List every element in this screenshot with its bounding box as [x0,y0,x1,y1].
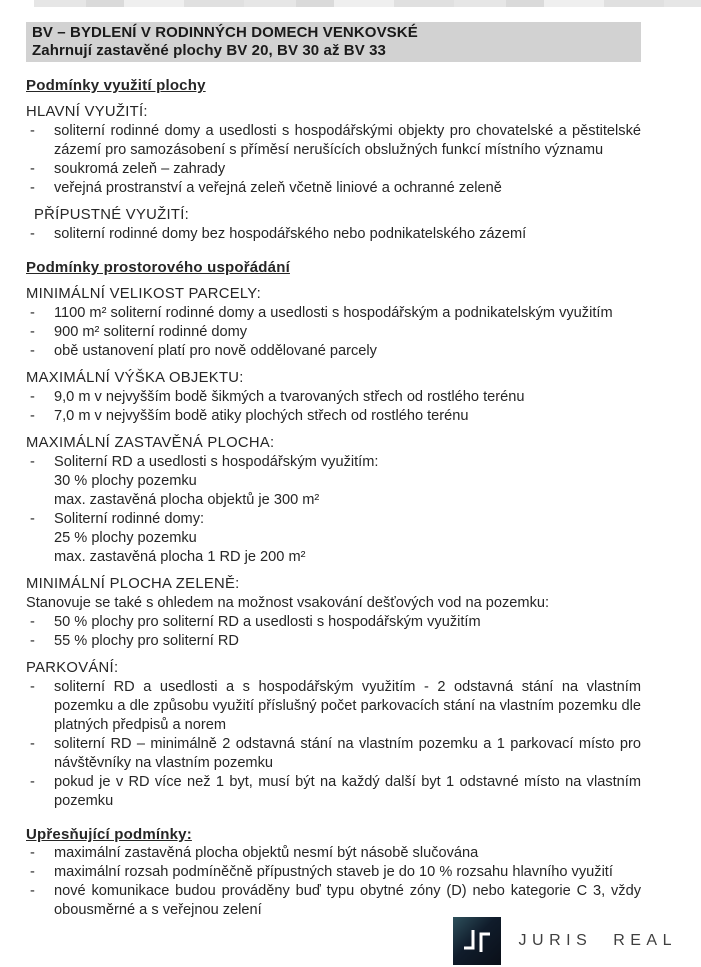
zone-subtitle: Zahrnují zastavěné plochy BV 20, BV 30 až BV 33 [32,41,386,59]
bullet-item: - 900 m² soliterní rodinné domy [26,323,641,342]
bullet-item: - 9,0 m v nejvyšším bodě šikmých a tvarovaných střech od rostlého terénu [26,388,641,407]
bullet-item: - soliterní rodinné domy bez hospodářského nebo podnikatelského zázemí [26,225,641,244]
bullet-item: - 1100 m² soliterní rodinné domy a usedlosti s hospodářským a podnikatelským využitím [26,304,641,323]
bullet-item: - nové komunikace budou prováděny buď typu obytné zóny (D) nebo kategorie C 3, vždy obousměrné a s veřejnou zelení [26,882,641,920]
zone-header-band [26,22,641,62]
section-label: MINIMÁLNÍ VELIKOST PARCELY: [26,286,262,302]
section-label: PARKOVÁNÍ: [26,660,119,676]
section-label: MINIMÁLNÍ PLOCHA ZELENĚ: [26,576,240,592]
bullet-list [26,122,641,198]
document-blocks [26,76,641,920]
brand-wordmark: JURIS REAL [518,932,677,949]
bullet-list [26,613,641,651]
bullet-list [26,304,641,361]
bullet-list [26,453,641,567]
juris-real-monogram-icon [453,917,501,965]
section-label: PŘÍPUSTNÉ VYUŽITÍ: [34,207,190,223]
section-label: HLAVNÍ VYUŽITÍ: [26,104,148,120]
section-label: MAXIMÁLNÍ VÝŠKA OBJEKTU: [26,370,244,386]
bullet-line: - Soliterní RD a usedlosti s hospodářským využitím: [54,454,379,470]
bullet-item: - maximální rozsah podmíněčně přípustných staveb je do 10 % rozsahu hlavního využití [26,863,641,882]
bullet-line: 25 % plochy pozemku [54,530,197,546]
bullet-item: - 55 % plochy pro soliterní RD [26,632,641,651]
bullet-list [26,844,641,920]
bullet-item: - soukromá zeleň – zahrady [26,160,641,179]
bullet-item: - pokud je v RD více než 1 byt, musí být na každý další byt 1 odstavné místo na vlastním pozemku [26,773,641,811]
bullet-item: - soliterní RD – minimálně 2 odstavná stání na vlastním pozemku a 1 parkovací místo pro návštěvníky na vlastním pozemku [26,735,641,773]
bullet-line: 30 % plochy pozemku [54,473,197,489]
bullet-item: - 7,0 m v nejvyšším bodě atiky plochých střech od rostlého terénu [26,407,641,426]
bullet-list [26,225,641,244]
bullet-item: - 50 % plochy pro soliterní RD a usedlosti s hospodářským využitím [26,613,641,632]
section-title: Podmínky prostorového uspořádání [26,259,290,276]
bullet-item: - soliterní RD a usedlosti a s hospodářským využitím - 2 odstavná stání na vlastním pozemku a dle způsobu využití příslušný počet parkovacích stání na vlastním pozemku dle platných předpisů a norem [26,678,641,735]
bullet-item: - veřejná prostranství a veřejná zeleň včetně liniové a ochranné zeleně [26,179,641,198]
bullet-list [26,678,641,811]
bullet-list [26,388,641,426]
bullet-item: - maximální zastavěná plocha objektů nesmí být násobě slučována [26,844,641,863]
bullet-line: max. zastavěná plocha objektů je 300 m² [54,492,320,508]
footer-logo-area [453,917,677,965]
zone-title: BV – BYDLENÍ V RODINNÝCH DOMECH VENKOVSKÉ [32,24,418,41]
bullet-item [26,510,641,567]
bullet-item [26,453,641,510]
bullet-line: max. zastavěná plocha 1 RD je 200 m² [54,549,306,565]
bullet-line: - Soliterní rodinné domy: [54,511,205,527]
bullet-item: - obě ustanovení platí pro nově oddělované parcely [26,342,641,361]
section-title: Podmínky využití plochy [26,77,206,94]
section-title: Upřesňující podmínky: [26,826,192,843]
paragraph: Stanovuje se také s ohledem na možnost vsakování dešťových vod na pozemku: [26,595,550,611]
scan-edge-artifact [34,0,701,7]
document-content [26,22,641,920]
bullet-item: - soliterní rodinné domy a usedlosti s hospodářskými objekty pro chovatelské a pěstitelské zázemí pro samozásobení s příměsí nerušících obslužných funkcí místního významu [26,122,641,160]
section-label: MAXIMÁLNÍ ZASTAVĚNÁ PLOCHA: [26,435,275,451]
